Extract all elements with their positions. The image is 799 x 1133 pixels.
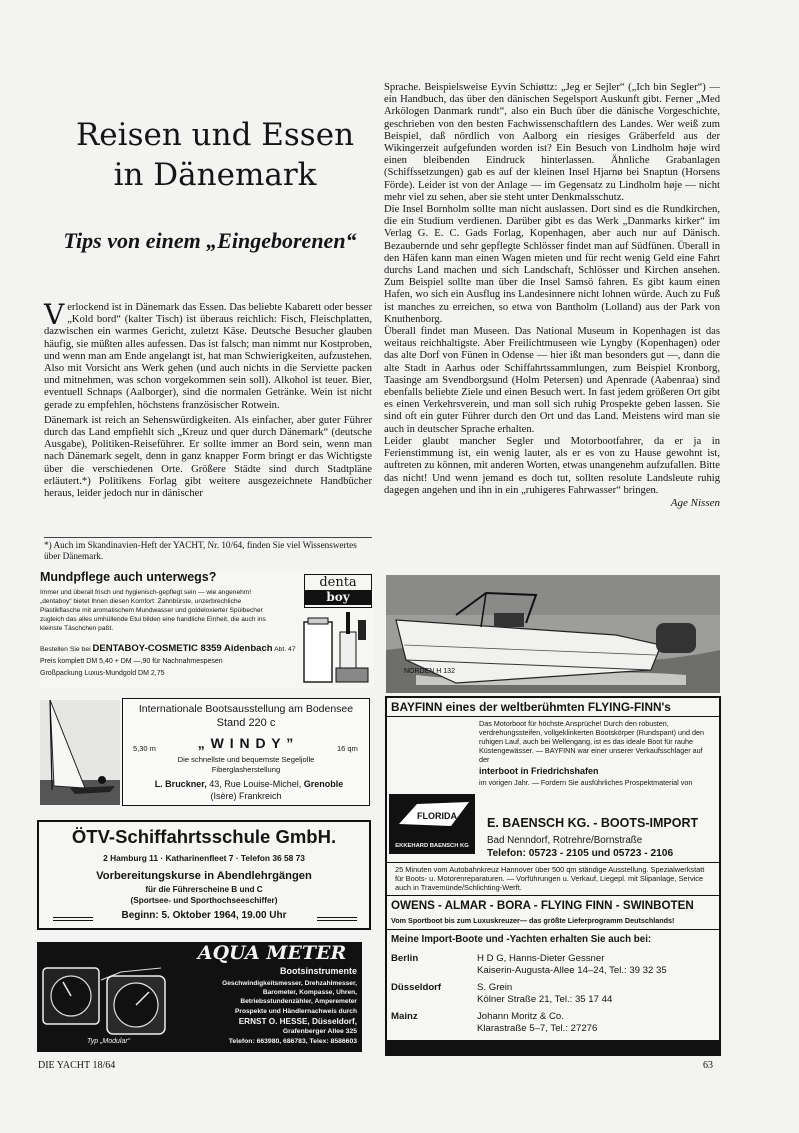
windy-sailboat-photo — [40, 700, 120, 805]
bayfinn-body: Das Motorboot für höchste Ansprüche! Durch den robusten, verdrehungssteifen, vollgeklinkerten Bootskörper (Rundspant) und den ruhigen Lauf, auch bei Wellengang, ist es das ideale Boot für rauhe Küstengewässer. — BAYFINN war einer unserer Verkaufsschlager auf der — [479, 719, 704, 764]
paragraph — [44, 298, 373, 412]
otv-course-sub-2: (Sportsee- und Sporthochseeschiffer) — [130, 896, 278, 905]
florida-caption: EKKEHARD BAENSCH KG — [395, 843, 469, 849]
windy-line-4: Fiberglasherstellung — [211, 765, 281, 774]
paragraph-text: erlockend ist in Dänemark das Essen. Das beliebte Kabarett oder besser „Kold bord“ (kalter Tisch) ist überaus reichlich: Fisch, Fleischplatten, dazwischen ein warmes Gericht, zuletzt Käse. Deutsche Besucher glauben häufig, sie müßten alles aufessen. Das ist falsch; man nimmt nur Kostproben, und wenn man am Ende angelangt ist, hat man Schwierigkeiten, aufzustehen. Also mit Vorsicht ans Werk gehen (und auch nichts in die Serviette packen und mitnehmen, was schon vorgekommen sein soll). Alkohol ist teuer. Bier, eventuell Schnaps (Aalborger), sind die normalen Getränke. Wein ist nicht gerade zu empfehlen, höchstens französischer Rotwein. — [44, 302, 373, 411]
dealer-city: Düsseldorf — [391, 982, 442, 993]
paragraph: Dänemark ist reich an Sehenswürdigkeiten. Als einfacher, aber guter Führer durch das Land empfiehlt sich „Kreuz und quer durch Dänemark“ (deutsche Ausgabe), Politiken-Reiseführer. Er sollte immer an Bord sein, wenn man nach Dänemark segelt, denn in ganz knapper Form bringt er das Wichtigste über die verschiedenen Orte. Größere Städte sind durch Stadtpläne erläutert.*) Politikens Forlag gibt weitere ausgezeichnete Handbücher heraus, leider jedoch nur in dänischer — [44, 414, 372, 500]
article-title — [60, 115, 370, 195]
aqua-company: ERNST O. HESSE, Düsseldorf, — [238, 1017, 357, 1026]
contact-city: Grenoble — [303, 779, 344, 789]
price-line: Preis komplett DM 5,40 + DM —,90 für Nachnahmespesen — [40, 658, 223, 665]
logo-bottom: boy — [305, 590, 371, 605]
aqua-street: Grafenberger Allee 325 — [282, 1028, 357, 1035]
dealer-line-1: Johann Moritz & Co. — [477, 1011, 564, 1022]
windy-line-3: Die schnellste und bequemste Segeljolle — [177, 755, 315, 764]
divider — [387, 929, 719, 930]
florida-logo — [389, 794, 475, 854]
divider — [387, 716, 719, 717]
signature: Age Nissen — [670, 496, 720, 509]
ad-dentaboy — [40, 570, 374, 688]
company-suffix: Abt. 47 — [274, 646, 296, 653]
footer-magazine: DIE YACHT 18/64 — [38, 1060, 116, 1071]
dealer-line-2: Kölner Straße 21, Tel.: 35 17 44 — [477, 994, 613, 1005]
title-line-1: Reisen und Essen — [75, 117, 355, 153]
ad-bottom-bar — [387, 1040, 719, 1054]
dentaboy-product-icon — [302, 610, 372, 686]
pack-line: Großpackung Luxus-Mundgold DM 2,75 — [40, 670, 165, 677]
bayfinn-interboot: interboot in Friedrichshafen — [479, 766, 599, 776]
baensch-address: Bad Nenndorf, Rotrehre/Bornstraße — [487, 835, 643, 846]
bayfinn-headline: BAYFINN eines der weltberühmten FLYING-FINN's — [391, 700, 671, 714]
windy-line-2: Stand 220 c — [216, 717, 276, 729]
divider — [387, 862, 719, 863]
baensch-brands: OWENS - ALMAR - BORA - FLYING FINN - SWINBOTEN — [391, 899, 694, 912]
dealer-line-2: Kaiserin-Augusta-Allee 14–24, Tel.: 39 32 35 — [477, 965, 667, 976]
otv-address: 2 Hamburg 11 · Katharinenfleet 7 · Telefon 36 58 73 — [103, 853, 305, 863]
aqua-phone: Telefon: 663980, 686783, Telex: 8586603 — [228, 1038, 357, 1045]
otv-title: ÖTV-Schiffahrtsschule GmbH. — [71, 826, 337, 847]
aqua-typ: Typ „Modular“ — [87, 1038, 131, 1045]
dentaboy-logo — [304, 574, 372, 608]
baensch-company: E. BAENSCH KG. - BOOTS-IMPORT — [487, 816, 699, 830]
dealer-city: Berlin — [391, 953, 419, 964]
ad-otv — [37, 820, 371, 930]
windy-region: (Isère) Frankreich — [210, 791, 282, 801]
footnote: *) Auch im Skandinavien-Heft der YACHT, Nr. 10/64, finden Sie viel Wissenswertes über Dänemark. — [44, 537, 372, 562]
company-name: DENTABOY-COSMETIC 8359 Aidenbach — [92, 643, 273, 654]
otv-start: Beginn: 5. Oktober 1964, 19.00 Uhr — [121, 910, 287, 921]
dropcap: V — [44, 298, 65, 331]
paragraph: Leider glaubt mancher Segler und Motorbootfahrer, da er ja in Ferienstimmung ist, ein wenig lauter, als er es von zu Hause gewohnt ist, auftreten zu können, mit anderen Worten, etwas unangenehm aufzufallen. Bitte das nicht! Und wenn jemand es doch tut, sollten resolute Landsleute ruhig dagegen angehen und ihn in ein „ruhigeres Fahrwasser“ bringen. — [384, 435, 720, 496]
left-column — [44, 298, 373, 500]
aqua-subtitle: Bootsinstrumente — [279, 966, 357, 976]
aqua-items: Geschwindigkeitsmesser, Drehzahlmesser, Barometer, Kompasse, Uhren, Betriebsstundenzähler, Amperemeter — [222, 980, 357, 1005]
ad-windy — [122, 698, 370, 806]
baensch-phone: Telefon: 05723 - 2105 und 05723 - 2106 — [487, 848, 674, 859]
paragraph: Sprache. Beispielsweise Eyvin Schiøttz: „Jeg er Sejler“ („Ich bin Segler“) — ein Handbuch, das über den dänischen Segelsport Auskunft gibt. Ferner „Med Arkölogen Danmark rundt“, also ein Buch über die dänische Vorgeschichte, geschrieben von den besten Fachwissenschaftlern des Landes. Wer weiß zum Beispiel, daß nördlich von Aalborg ein riesiges Gräberfeld aus der Wikingerzeit aufgefunden worden ist? Ein Besuch von Lindholm høje wird einen bleibenden Eindruck hinterlassen. Ähnliche Grabanlagen (Schiffssetzungen) gab es auf der kleinen Insel Hjarnø bei Snaptun (Horsens Förde). Leider ist von der Anlage — im Gegensatz zu Lindholm høje — nicht mehr viel zu sehen, aber sie steht unter Denkmalsschutz. — [384, 82, 720, 203]
aqua-prospekt: Prospekte und Händlernachweis durch — [234, 1008, 357, 1015]
right-column — [384, 82, 720, 509]
florida-logo-icon — [389, 794, 475, 838]
ad-order-line — [40, 643, 296, 654]
windy-contact — [129, 779, 369, 789]
logo-top: denta — [319, 575, 357, 590]
bayfinn-body-2: im vorigen Jahr. — Fordern Sie ausführliches Prospektmaterial von — [479, 778, 693, 787]
baensch-dealer-head: Meine Import-Boote und -Yachten erhalten Sie auch bei: — [391, 934, 652, 945]
contact-address: 43, Rue Louise-Michel, — [206, 779, 304, 789]
order-prefix: Bestellen Sie bei — [40, 646, 91, 653]
page-number: 63 — [703, 1060, 713, 1071]
aqua-meter-gauges-icon — [41, 950, 171, 1044]
ad-body: Immer und überall frisch und hygienisch-gepflegt sein — wie angenehm! „dentaboy“ bietet Ihnen diesen Komfort: Zahnbürste, unzerbrechliche Plastikflasche mit aromatischem Mundwasser und goldeloxierter Spülbecher zugleich das alles umhüllende Etui bilden eine handliche Einheit, die auch ins kleinste Täschchen paßt. — [40, 589, 266, 633]
ad-aqua-meter — [37, 942, 362, 1052]
baensch-info: 25 Minuten vom Autobahnkreuz Hannover über 500 qm ständige Ausstellung. Spezialwerkstatt für Boots- u. Motorenreparaturen. — Vorführungen u. Verkauf, Liegepl. mit Slipanlage, Service auch in Travemünde/Schlichting-Werft. — [395, 865, 705, 892]
dealer-line-1: H D G, Hanns-Dieter Gessner — [477, 953, 605, 964]
paragraph: Die Insel Bornholm sollte man nicht auslassen. Dort sind es die Rundkirchen, die ein Studium verdienen. Darüber gibt es das Werk „Danmarks kirker“ im Verlag G. E. C. Gads Forlag, Kopenhagen, aber auch nur auf Dänisch. Bezaubernde und sehr gepflegte Schlösser findet man auf Südfünen. Überall in den Häfen kann man einen Wagen mieten und für recht wenig Geld eine Fahrt durchs Land machen und sich Landschaft, Schlösser und Kirchen ansehen. Zum Beispiel sollte man über die Insel Samsö fahren. Es gibt kaum einen Hafen, wo sich ein Ausflug ins Landesinnere nicht lohnen würde. Auch zu Fuß ist manches zu erreichen, so etwa von Bantholm (Lolland) aus der Park von Knuthenborg. — [384, 204, 720, 325]
windy-length: 5,30 m — [133, 744, 156, 753]
florida-logo-text: FLORIDA — [417, 811, 457, 821]
windy-line-1: Internationale Bootsausstellung am Bodensee — [138, 703, 354, 715]
dealer-line-2: Klarastraße 5–7, Tel.: 27276 — [477, 1023, 598, 1034]
dealer-city: Mainz — [391, 1011, 418, 1022]
otv-course-sub-1: für die Führerscheine B und C — [145, 885, 263, 894]
windy-name: „ W I N D Y ” — [197, 735, 295, 751]
article-subtitle: Tips von einem „Eingeborenen“ — [63, 228, 357, 253]
boat-registration: NORDEN H 132 — [404, 668, 455, 675]
title-line-2: in Dänemark — [113, 157, 317, 193]
bayfinn-boat-photo — [386, 575, 720, 693]
aqua-brand: AQUA METER — [197, 942, 347, 964]
windy-sail-area: 16 qm — [337, 744, 358, 753]
otv-course: Vorbereitungskurse in Abendlehrgängen — [96, 870, 312, 882]
otv-rule-right — [317, 917, 357, 921]
contact-name: L. Bruckner, — [154, 779, 207, 789]
divider — [387, 895, 719, 896]
ad-baensch — [385, 696, 721, 1056]
dealer-line-1: S. Grein — [477, 982, 513, 993]
baensch-brands-sub: Vom Sportboot bis zum Luxuskreuzer— das größte Lieferprogramm Deutschlands! — [391, 916, 675, 925]
paragraph: Überall findet man Museen. Das National Museum in Kopenhagen ist das weitaus reichhaltigste. Aber Freilichtmuseen wie Lyngby (Kopenhagen) oder das alte Dorf von Fünen in Odense — hier ißt man besonders gut —, dann die alte Stadt in Aarhus oder Schiffahrtssammlungen, zum Beispiel Kronborg, Taasinge am Svendborgsund (Holm Petersen) und Apenrade (Aabenraa) sind ebenfalls beliebte Ziele und einen Besuch wert. In fast jedem größeren Ort gibt es einen Verkehrsverein, und man soll sich ruhig Prospekte geben lassen. Sie sind oft ein guter Führer durch den Ort und das Land. Meistens wird man sie auch in deutscher Sprache erhalten. — [384, 326, 720, 435]
ad-headline: Mundpflege auch unterwegs? — [40, 570, 217, 584]
